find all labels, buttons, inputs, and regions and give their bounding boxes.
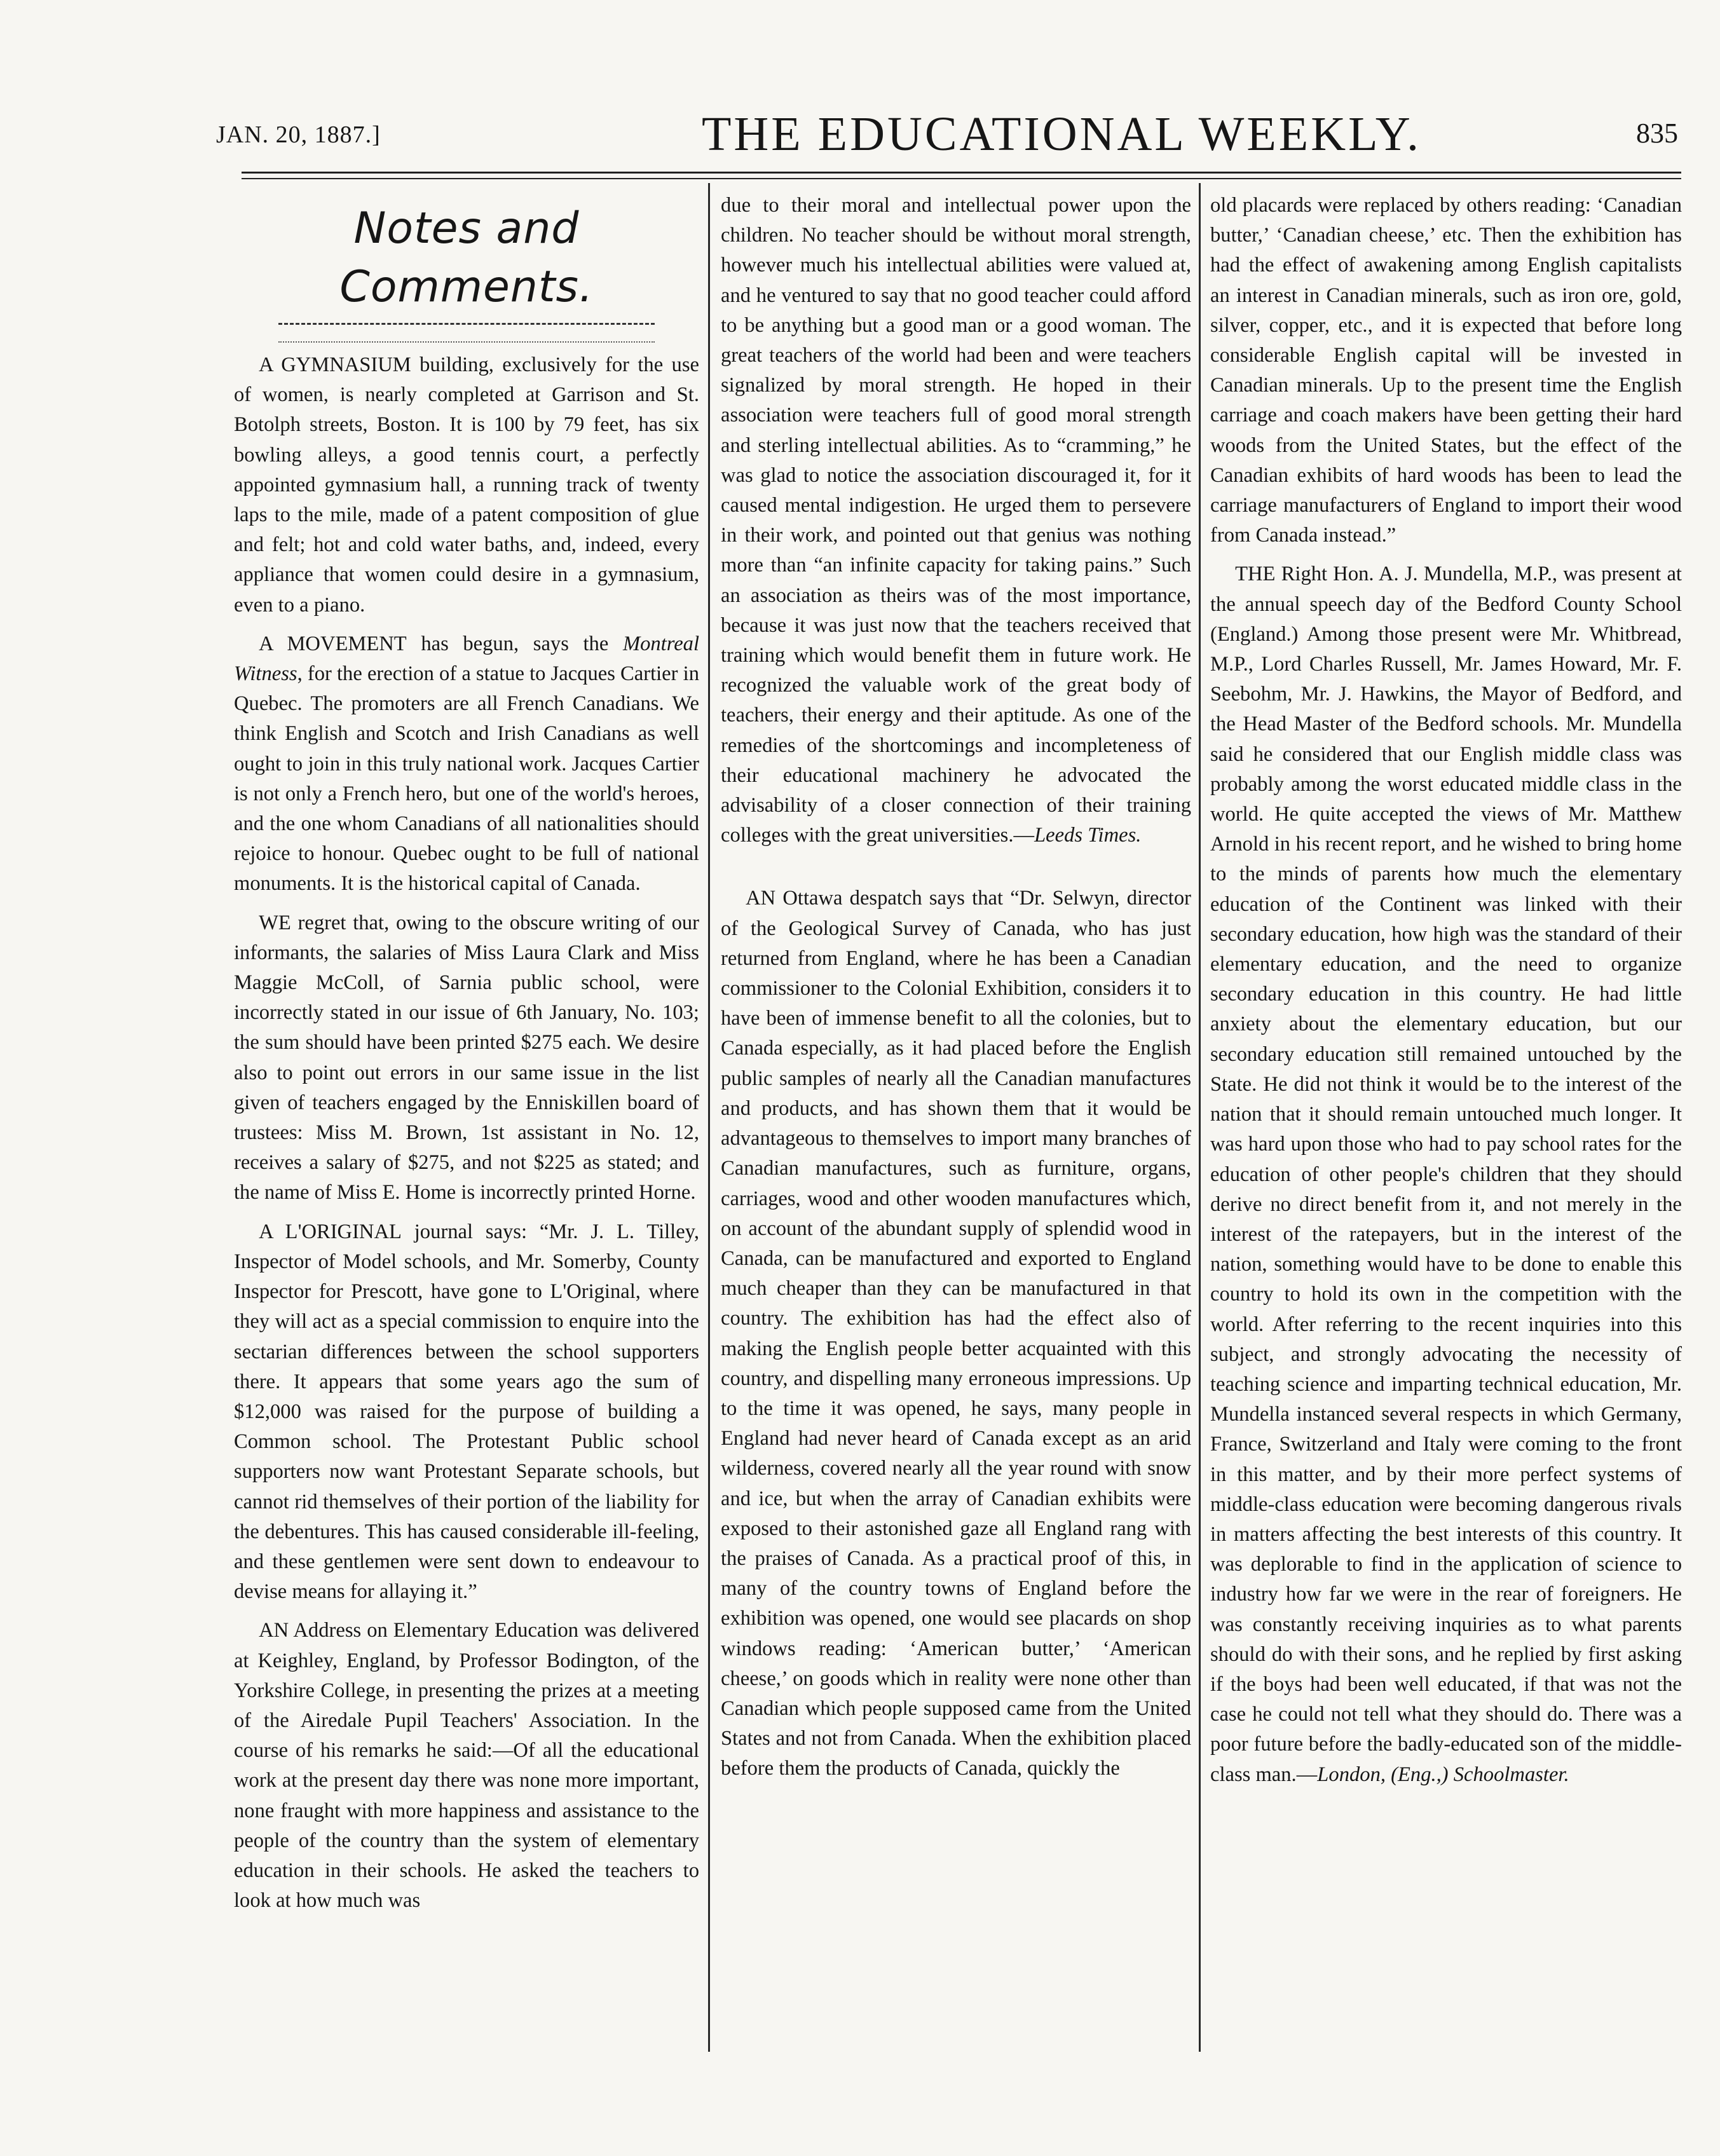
article-source: Montreal Witness [234,632,699,686]
column-divider [1199,183,1201,2052]
heading-ornament [278,323,655,343]
column-3 [1210,191,1682,2059]
article-text: old placards were replaced by others reading: ‘Canadian butter,’ ‘Canadian cheese,’ etc. Then the exhibition has had the effect of awakening among English capitalists an interest in Canadian minerals, such as iron ore, gold, silver, copper, etc., and it is expected that before long considerable English capital will be invested in Canadian minerals. Up to the present time the English carriage and coach makers have been getting their hard woods from the United States, but the effect of the Canadian exhibits of hard woods has been to lead the carriage manufacturers of England to import their wood from Canada instead.” [1210,194,1682,547]
article-cartier-statue [234,629,699,899]
header-rule [242,172,1681,174]
article-lead: AN [746,887,776,910]
article-source: London, (Eng.,) Schoolmaster. [1317,1763,1569,1786]
article-keighley-address [234,1616,699,1916]
article-text: due to their moral and intellectual power upon the children. No teacher should be without moral strength, however much his intellectual abilities were valued at, and he ventured to say that no good teacher could afford to be anything but a good man or a good woman. The great teachers of the world had been and were teachers signalized by moral strength. He hoped in their association were teachers full of good moral strength and sterling intellectual abilities. As to “cramming,” he was glad to notice the association discouraged it, for it caused mental indigestion. He urged them to persevere in their work, and pointed out that genius was nothing more than “an infinite capacity for taking pains.” Such an association as theirs was of the most importance, because it was just now that the teachers received that training which would benefit them in future work. He recognized the valuable work of the great body of teachers, their energy and their aptitude. As one of the remedies of the shortcomings and incompleteness of their educational machinery he advocated the advisability of a closer connection of their training colleges with the great universities.— [721,194,1191,847]
article-text: has begun, says the [406,632,623,655]
article-text: Ottawa despatch says that “Dr. Selwyn, director of the Geological Survey of Canada, who has just returned from England, where he has been a Canadian commissioner to the Colonial Exhibition, considers it to have been of immense benefit to all the colonies, but to Canada especially, as it had placed before the English public samples of nearly all the Canadian manufactures and products, and has shown them that it would be advantageous to themselves to import many branches of Canadian manufactures, such as furniture, organs, carriages, wood and other wooden manufactures which, on account of the abundant supply of splendid wood in Canada, can be manufactured and exported to England much cheaper than they can be manufactured in that country. The exhibition has had the effect also of making the English people better acquainted with this country, and dispelling many erroneous impressions. Up to the time it was opened, he says, many people in England had never heard of Canada except as an arid wilderness, covered nearly all the year round with snow and ice, but when the array of Canadian exhibits were exposed to their astonished gaze all England rang with the praises of Canada. As a practical proof of this, in many of the country towns of England before the exhibition was opened, one would see placards on shop windows reading: ‘American butter,’ ‘American cheese,’ on goods which in reality were none other than Canadian which people supposed came from the United States and not from Canada. When the exhibition placed before them the products of Canada, quickly the [721,887,1191,1780]
article-text: , for the erection of a statue to Jacques Cartier in Quebec. The promoters are all French Canadians. We think English and Scotch and Irish Canadians as well ought to join in this truly national work. Jacques Cartier is not only a French hero, but one of the world's heroes, and the one whom Canadians of all nationalities should rejoice to honour. Quebec ought to be full of national monuments. It is the historical capital of Canada. [234,662,699,896]
article-lead: A GYMNASIUM [259,353,411,376]
header-rule-secondary [242,178,1681,179]
publication-title: THE EDUCATIONAL WEEKLY. [701,107,1422,161]
issue-date: JAN. 20, 1887.] [216,121,381,148]
column-1 [234,191,699,2059]
article-lead: A MOVEMENT [259,632,407,655]
article-lead: AN [259,1619,289,1642]
article-lead: WE [259,911,291,934]
article-text: Right Hon. A. J. Mundella, M.P., was present at the annual speech day of the Bedford County School (England.) Among those present were Mr. Whitbread, M.P., Lord Charles Russell, Mr. James Howard, Mr. F. Seebohm, Mr. J. Hawkins, the Mayor of Bedford, and the Head Master of the Bedford schools. Mr. Mundella said he considered that our English middle class was probably among the worst educated middle class in the world. He quite accepted the views of Mr. Matthew Arnold in his recent report, and he wished to bring home to the minds of parents how much the elementary education of the Continent was linked with their secondary education, how high was the standard of their elementary education, and the need to organize secondary education in this country. He had little anxiety about the elementary education, but our secondary education still remained untouched by the State. He did not think it would be to the interest of the nation that it should remain untouched much longer. It was hard upon those who had to pay school rates for the education of other people's children that they should derive no direct benefit from it, and not merely in the interest of the ratepayers, but in the interest of the nation, something would have to be done to enable this country to hold its own in the competition with the world. After referring to the recent inquiries into this subject, and strongly advocating the necessity of teaching science and imparting technical education, Mr. Mundella instanced several respects in which Germany, France, Switzerland and Italy were coming to the front in this matter, and by their more perfect systems of middle-class education were becoming dangerous rivals in matters affecting the best interests of this country. It was deplorable to find in the application of science to industry how far we were in the rear of foreigners. He was constantly receiving inquiries as to what parents should do with their sons, and he replied by first asking if the boys had been well educated, if that was not the case he could not tell what they should do. There was a poor future before the badly-educated son of the middle-class man.— [1210,563,1682,1786]
article-ottawa-despatch [721,884,1191,1784]
article-lead: THE [1235,563,1276,586]
page-number: 835 [1636,118,1678,149]
column-divider [708,183,710,2052]
article-keighley-address-continued [721,191,1191,850]
section-heading: Notes and Comments. [339,203,594,312]
page-header [216,107,1678,164]
article-text: regret that, owing to the obscure writing of our informants, the salaries of Miss Laura Clark and Miss Maggie McColl, of Sarnia public school, were incorrectly stated in our issue of 6th January, No. 103; the sum should have been printed $275 each. We desire also to point out errors in our same issue in the list given of teachers engaged by the Enniskillen board of trustees: Miss M. Brown, 1st assistant in No. 12, receives a salary of $275, and not $225 as stated; and the name of Miss E. Home is incorrectly printed Horne. [234,911,699,1204]
article-text: journal says: “Mr. J. L. Tilley, Inspector of Model schools, and Mr. Somerby, County Inspector for Prescott, have gone to L'Original, where they will act as a special commission to enquire into the sectarian differences between the school supporters there. It appears that some years ago the sum of $12,000 was raised for the purpose of building a Common school. The Protestant Public school supporters now want Protestant Separate schools, but cannot rid themselves of their portion of the liability for the debentures. This has caused considerable ill-feeling, and these gentlemen were sent down to endeavour to devise means for allaying it.” [234,1220,699,1604]
article-sarnia-correction [234,908,699,1208]
article-text: Address on Elementary Education was delivered at Keighley, England, by Professor Bodington, of the Yorkshire College, in presenting the prizes at a meeting of the Airedale Pupil Teachers' Association. In the course of his remarks he said:—Of all the educational work at the present day there was none more important, none fraught with more happiness and assistance to the people of the country than the system of elementary education in their schools. He asked the teachers to look at how much was [234,1619,699,1913]
column-2 [721,191,1191,2059]
article-mundella [1210,559,1682,1789]
article-source: Leeds Times. [1034,824,1142,847]
article-gymnasium [234,350,699,620]
article-ottawa-despatch-continued [1210,191,1682,550]
article-text: building, exclusively for the use of women, is nearly completed at Garrison and St. Botolph streets, Boston. It is 100 by 79 feet, has six bowling alleys, a good tennis court, a perfectly appointed gymnasium hall, a running track of twenty laps to the mile, made of a patent composition of glue and felt; hot and cold water baths, and, indeed, every appliance that women could desire in a gymnasium, even to a piano. [234,353,699,617]
article-loriginal [234,1217,699,1607]
article-lead: A L'ORIGINAL [259,1220,402,1243]
